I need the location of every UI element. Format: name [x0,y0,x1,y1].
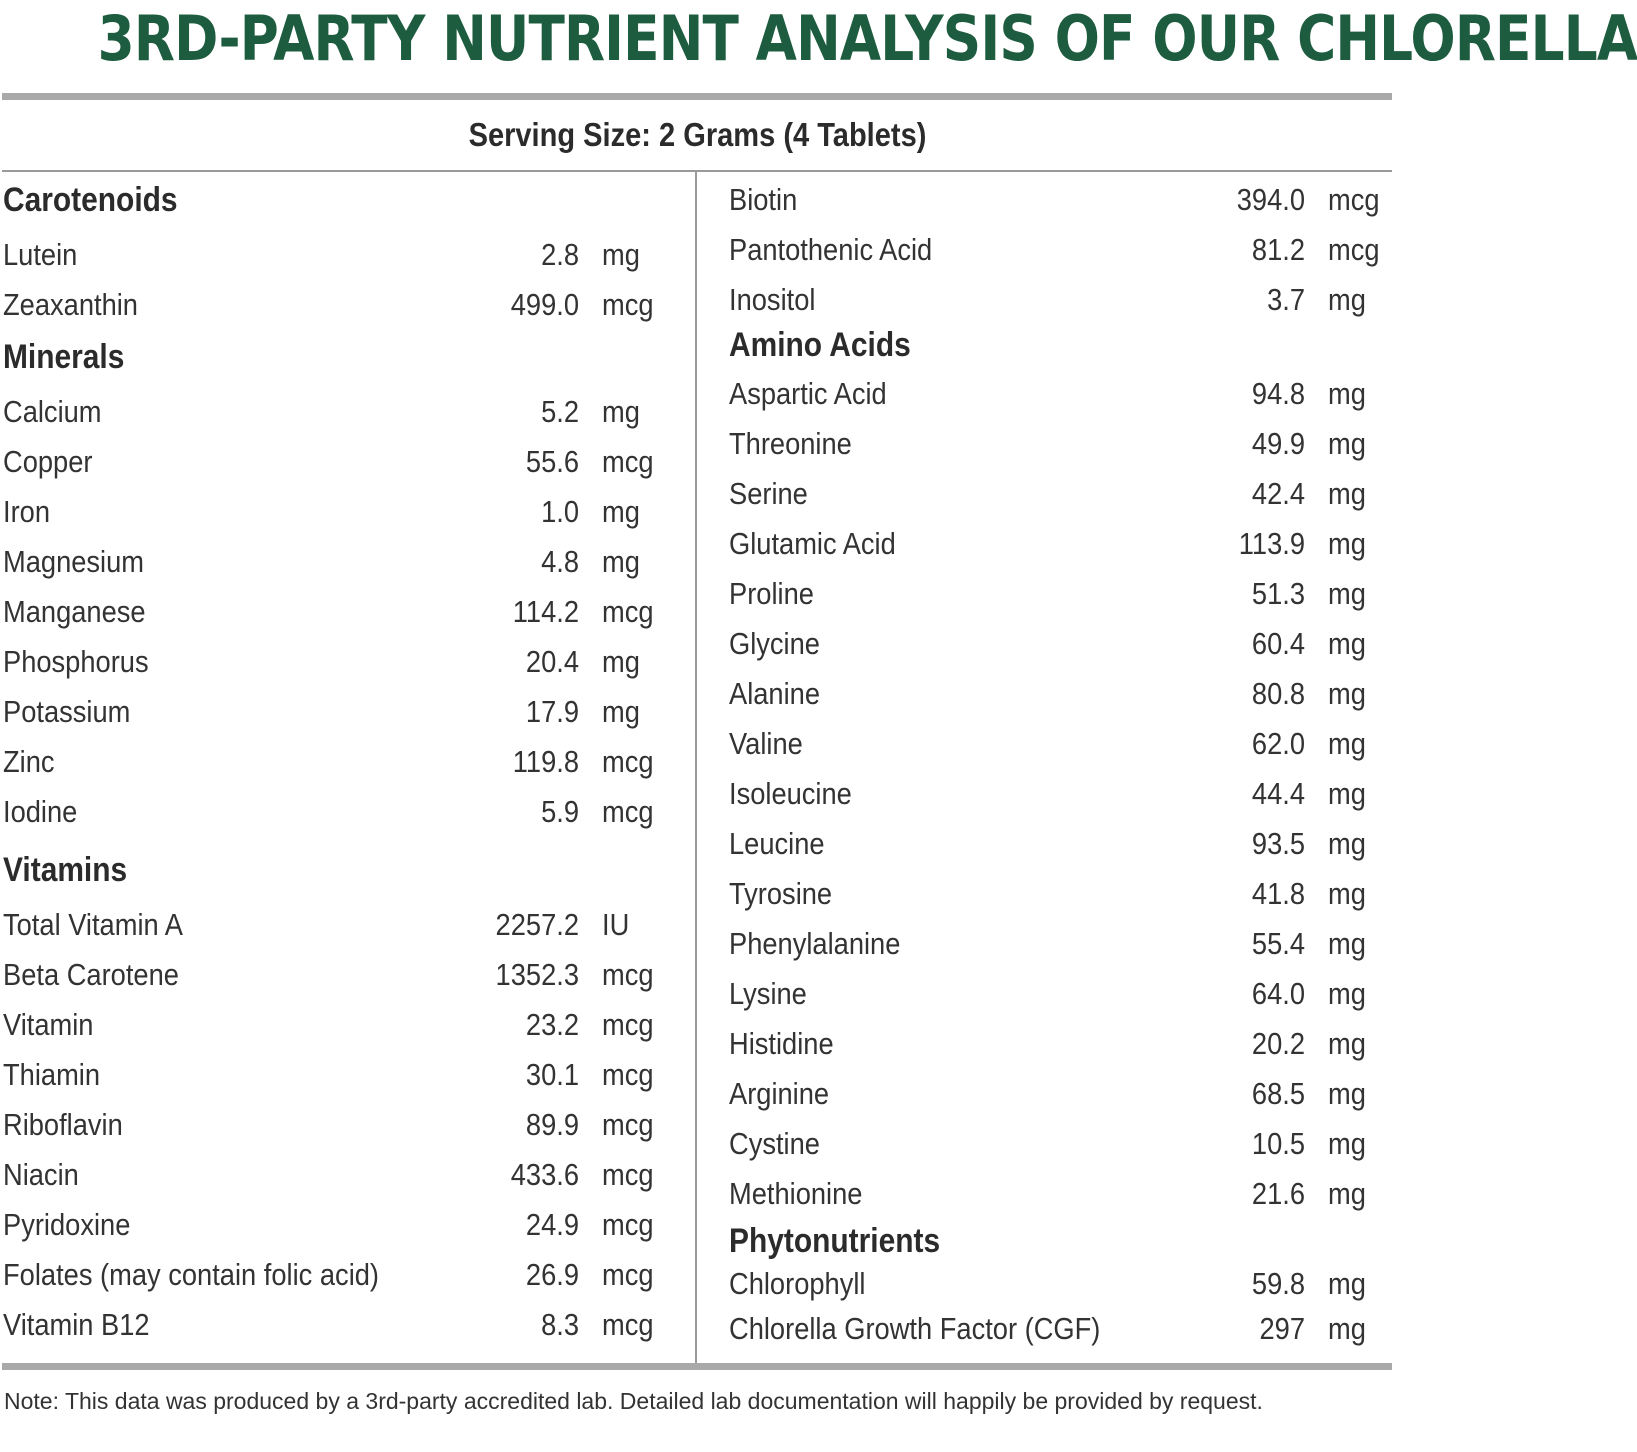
nutrient-unit: mg [1328,576,1366,611]
nutrient-unit: mg [1328,1311,1366,1346]
nutrient-name: Iron [3,494,51,529]
nutrient-name: Zinc [3,744,55,779]
nutrient-name: Niacin [3,1157,79,1192]
nutrient-value: 2257.2 [495,907,579,942]
nutrient-row-calcium [3,387,683,437]
section-heading-phytonutrients: Phytonutrients [729,1222,941,1260]
nutrient-row-pyridoxine [3,1200,683,1250]
nutrient-name: Tyrosine [729,876,833,911]
nutrient-row-phenylalanine [729,919,1409,969]
nutrient-value: 113.9 [1238,526,1305,561]
nutrient-unit: mg [1328,926,1366,961]
nutrient-unit: mg [1328,826,1366,861]
nutrient-name: Glutamic Acid [729,526,896,561]
nutrient-row-valine [729,719,1409,769]
nutrient-value: 297 [1259,1311,1305,1346]
nutrient-row-aspartic-acid [729,369,1409,419]
nutrient-value: 10.5 [1251,1126,1305,1161]
nutrient-row-riboflavin [3,1100,683,1150]
nutrient-row-vitamin [3,1000,683,1050]
nutrient-name: Valine [729,726,803,761]
nutrient-unit: mg [1328,526,1366,561]
nutrient-unit: mcg [602,1207,654,1242]
nutrient-value: 62.0 [1251,726,1305,761]
nutrient-name: Lutein [3,237,78,272]
nutrient-name: Threonine [729,426,852,461]
nutrient-row-beta-carotene [3,950,683,1000]
nutrient-value: 51.3 [1251,576,1305,611]
nutrient-unit: mg [602,694,640,729]
nutrient-name: Isoleucine [729,776,852,811]
nutrient-unit: mg [1328,1026,1366,1061]
nutrient-unit: mcg [602,444,654,479]
nutrient-value: 44.4 [1251,776,1305,811]
nutrient-name: Biotin [729,182,798,217]
nutrient-value: 2.8 [541,237,579,272]
left-column [3,0,683,1452]
nutrient-name: Vitamin [3,1007,94,1042]
nutrient-row-chlorophyll [729,1259,1409,1309]
nutrient-unit: mg [602,544,640,579]
nutrient-value: 68.5 [1251,1076,1305,1111]
nutrient-name: Iodine [3,794,78,829]
nutrient-row-lutein [3,230,683,280]
nutrient-value: 119.8 [512,744,579,779]
nutrient-row-inositol [729,275,1409,325]
nutrient-row-serine [729,469,1409,519]
nutrient-row-pantothenic-acid [729,225,1409,275]
nutrient-unit: IU [602,907,630,942]
nutrient-name: Phenylalanine [729,926,901,961]
nutrient-row-iron [3,487,683,537]
nutrient-name: Zeaxanthin [3,287,138,322]
nutrient-row-phosphorus [3,637,683,687]
nutrient-unit: mg [1328,776,1366,811]
nutrient-name: Lysine [729,976,807,1011]
nutrient-value: 93.5 [1251,826,1305,861]
column-divider [695,172,697,1365]
nutrient-row-niacin [3,1150,683,1200]
nutrient-value: 41.8 [1251,876,1305,911]
nutrient-value: 26.9 [525,1257,579,1292]
nutrient-value: 49.9 [1251,426,1305,461]
nutrient-name: Glycine [729,626,820,661]
nutrient-unit: mg [1328,376,1366,411]
nutrient-row-proline [729,569,1409,619]
nutrient-unit: mg [602,394,640,429]
nutrient-unit: mg [1328,426,1366,461]
nutrient-name: Aspartic Acid [729,376,887,411]
nutrient-name: Leucine [729,826,825,861]
nutrient-row-manganese [3,587,683,637]
nutrient-value: 499.0 [510,287,579,322]
nutrient-unit: mg [1328,876,1366,911]
nutrient-row-isoleucine [729,769,1409,819]
nutrient-row-zinc [3,737,683,787]
nutrient-name: Pantothenic Acid [729,232,933,267]
nutrient-value: 64.0 [1251,976,1305,1011]
nutrient-name: Beta Carotene [3,957,179,992]
nutrient-value: 20.2 [1251,1026,1305,1061]
nutrient-name: Chlorella Growth Factor (CGF) [729,1311,1101,1346]
nutrient-unit: mcg [602,594,654,629]
nutrient-value: 1.0 [541,494,579,529]
nutrient-value: 8.3 [541,1307,579,1342]
nutrient-unit: mg [1328,676,1366,711]
footnote: Note: This data was produced by a 3rd-party accredited lab. Detailed lab documentation will happily be provided by request. [4,1388,1263,1414]
nutrient-value: 42.4 [1251,476,1305,511]
nutrient-row-glutamic-acid [729,519,1409,569]
nutrient-value: 80.8 [1251,676,1305,711]
nutrient-name: Potassium [3,694,131,729]
nutrient-unit: mcg [602,794,654,829]
nutrient-name: Arginine [729,1076,830,1111]
nutrient-row-glycine [729,619,1409,669]
section-heading-carotenoids: Carotenoids [3,181,178,219]
nutrient-row-magnesium [3,537,683,587]
nutrient-unit: mg [602,237,640,272]
nutrient-value: 94.8 [1251,376,1305,411]
nutrient-row-lysine [729,969,1409,1019]
nutrient-value: 1352.3 [495,957,579,992]
nutrient-row-arginine [729,1069,1409,1119]
nutrient-name: Proline [729,576,814,611]
nutrient-value: 5.9 [541,794,579,829]
nutrient-name: Thiamin [3,1057,101,1092]
nutrient-unit: mg [1328,476,1366,511]
nutrient-value: 89.9 [525,1107,579,1142]
bottom-divider [2,1363,1392,1370]
nutrient-unit: mcg [602,957,654,992]
nutrient-row-potassium [3,687,683,737]
nutrient-row-alanine [729,669,1409,719]
nutrient-unit: mg [1328,626,1366,661]
nutrient-row-histidine [729,1019,1409,1069]
nutrient-row-vitamin-b12 [3,1300,683,1350]
nutrient-unit: mg [1328,726,1366,761]
nutrient-value: 23.2 [525,1007,579,1042]
nutrient-unit: mcg [602,1057,654,1092]
nutrient-name: Calcium [3,394,102,429]
nutrient-row-total-vitamin-a [3,900,683,950]
nutrient-row-methionine [729,1169,1409,1219]
nutrient-name: Inositol [729,282,816,317]
nutrient-name: Methionine [729,1176,863,1211]
nutrient-value: 5.2 [541,394,579,429]
nutrient-name: Folates (may contain folic acid) [3,1257,380,1292]
page-title: 3RD-PARTY NUTRIENT ANALYSIS OF OUR CHLORELLA [97,2,1637,75]
nutrient-name: Manganese [3,594,146,629]
nutrient-unit: mg [1328,282,1366,317]
nutrient-row-tyrosine [729,869,1409,919]
serving-size: Serving Size: 2 Grams (4 Tablets) [468,116,927,153]
nutrient-row-iodine [3,787,683,837]
nutrient-value: 59.8 [1251,1266,1305,1301]
nutrient-row-chlorella-growth-factor-cgf [729,1304,1409,1354]
nutrient-value: 3.7 [1267,282,1305,317]
nutrient-name: Copper [3,444,93,479]
nutrient-row-threonine [729,419,1409,469]
nutrient-row-zeaxanthin [3,280,683,330]
nutrient-value: 433.6 [510,1157,579,1192]
nutrient-value: 4.8 [541,544,579,579]
nutrient-value: 55.6 [525,444,579,479]
nutrient-name: Pyridoxine [3,1207,131,1242]
nutrient-value: 60.4 [1251,626,1305,661]
nutrient-name: Cystine [729,1126,820,1161]
nutrient-unit: mg [1328,1076,1366,1111]
nutrient-row-biotin [729,175,1409,225]
nutrient-unit: mg [1328,976,1366,1011]
nutrient-name: Vitamin B12 [3,1307,150,1342]
nutrient-value: 30.1 [525,1057,579,1092]
section-heading-amino-acids: Amino Acids [729,326,911,364]
nutrient-unit: mcg [602,1257,654,1292]
nutrient-row-copper [3,437,683,487]
nutrient-unit: mg [1328,1176,1366,1211]
nutrient-name: Alanine [729,676,821,711]
section-heading-vitamins: Vitamins [3,851,128,889]
nutrient-row-folates-may-contain-folic-acid [3,1250,683,1300]
nutrient-name: Chlorophyll [729,1266,866,1301]
nutrient-unit: mcg [602,1007,654,1042]
nutrient-unit: mcg [1328,182,1380,217]
nutrient-row-leucine [729,819,1409,869]
nutrient-name: Serine [729,476,808,511]
nutrient-value: 17.9 [525,694,579,729]
nutrient-name: Histidine [729,1026,834,1061]
nutrient-value: 114.2 [512,594,579,629]
nutrient-unit: mcg [602,1157,654,1192]
nutrient-name: Phosphorus [3,644,149,679]
nutrient-value: 24.9 [525,1207,579,1242]
nutrient-unit: mg [1328,1266,1366,1301]
nutrient-unit: mg [602,644,640,679]
nutrient-unit: mcg [602,287,654,322]
section-heading-minerals: Minerals [3,338,125,376]
nutrient-unit: mcg [602,1107,654,1142]
nutrient-value: 21.6 [1251,1176,1305,1211]
nutrient-value: 55.4 [1251,926,1305,961]
nutrient-unit: mcg [602,1307,654,1342]
nutrient-row-thiamin [3,1050,683,1100]
nutrient-row-cystine [729,1119,1409,1169]
nutrient-unit: mg [1328,1126,1366,1161]
nutrient-value: 394.0 [1236,182,1305,217]
nutrient-value: 20.4 [525,644,579,679]
right-column [729,0,1389,1452]
nutrient-name: Total Vitamin A [3,907,183,942]
nutrient-name: Riboflavin [3,1107,123,1142]
nutrient-unit: mcg [1328,232,1380,267]
nutrient-name: Magnesium [3,544,145,579]
nutrient-value: 81.2 [1251,232,1305,267]
nutrient-unit: mg [602,494,640,529]
nutrient-unit: mcg [602,744,654,779]
